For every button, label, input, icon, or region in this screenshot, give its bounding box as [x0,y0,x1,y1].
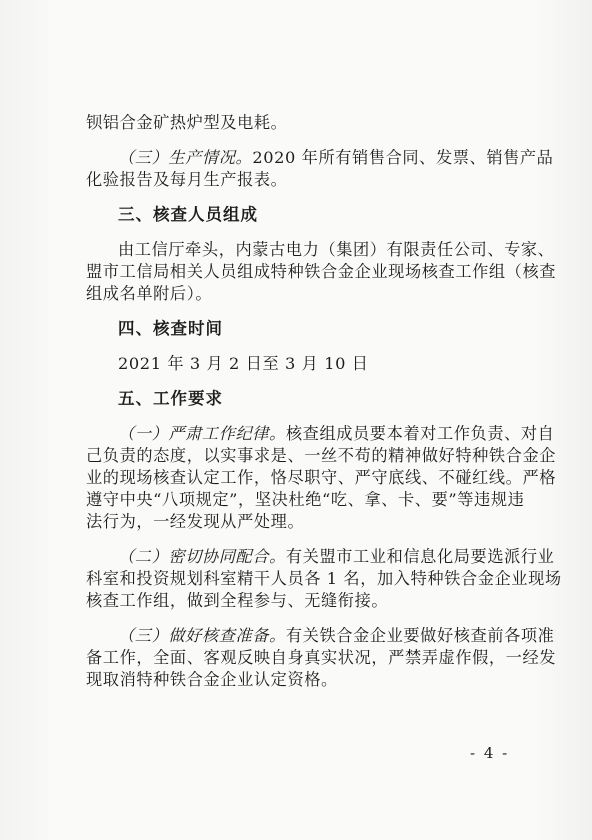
item-lead: （三）做好核查准备。 [118,626,286,645]
paragraph-coordination [86,546,562,612]
item-text: 有关铁合金企业要做好核查前各项准 [285,626,555,645]
text-line: 由工信厅牵头，内蒙古电力（集团）有限责任公司、专家、 [118,240,555,259]
item-lead: （二）密切协同配合。 [118,547,286,566]
page-number: - 4 - [470,744,510,762]
text-line: 现取消特种铁合金企业认定资格。 [86,670,338,689]
section-heading-time: 四、核查时间 [118,319,223,338]
text-line [86,625,555,647]
paragraph-preparation [86,625,557,691]
text-line: 2021 年 3 月 2 日至 3 月 10 日 [118,354,369,373]
text-line: 盟市工信局相关人员组成特种铁合金企业现场核查工作组（核查 [86,262,557,281]
paragraph-personnel [86,239,557,305]
item-lead: （一）严肃工作纪律。 [118,424,286,443]
item-text: 有关盟市工业和信息化局要选派行业 [285,547,555,566]
item-lead: （三）生产情况。 [118,148,253,167]
text-line [86,147,554,169]
document-body [86,112,562,704]
text-line [86,423,555,445]
text-line: 备工作，全面、客观反映自身真实状况，严禁弄虚作假，一经发 [86,648,557,667]
section-heading-requirements: 五、工作要求 [118,389,223,408]
text-line [86,546,555,568]
paragraph-time [86,353,518,375]
text-line: 业的现场核查认定工作，恪尽职守、严守底线、不碰红线。严格 [86,468,557,487]
paragraph-production [86,147,554,191]
text-line: 法行为，一经发现从严处理。 [86,512,305,531]
text-line: 科室和投资规划科室精干人员各 1 名，加入特种铁合金企业现场 [86,569,562,588]
paragraph-furnace [86,112,518,134]
text-line: 组成名单附后）。 [86,284,213,303]
item-text: 核查组成员要本着对工作负责、对自 [285,424,555,443]
text-line: 核查工作组，做到全程参与、无缝衔接。 [86,591,389,610]
text-line: 钡铝合金矿热炉型及电耗。 [86,113,288,132]
section-heading-personnel: 三、核查人员组成 [118,205,258,224]
text-line: 遵守中央“八项规定”，坚决杜绝“吃、拿、卡、要”等违规违 [86,490,525,509]
item-text: 2020 年所有销售合同、发票、销售产品 [252,148,554,167]
paragraph-discipline [86,423,557,533]
text-line: 化验报告及每月生产报表。 [86,170,288,189]
text-line: 己负责的态度，以实事求是、一丝不苟的精神做好特种铁合金企 [86,446,557,465]
